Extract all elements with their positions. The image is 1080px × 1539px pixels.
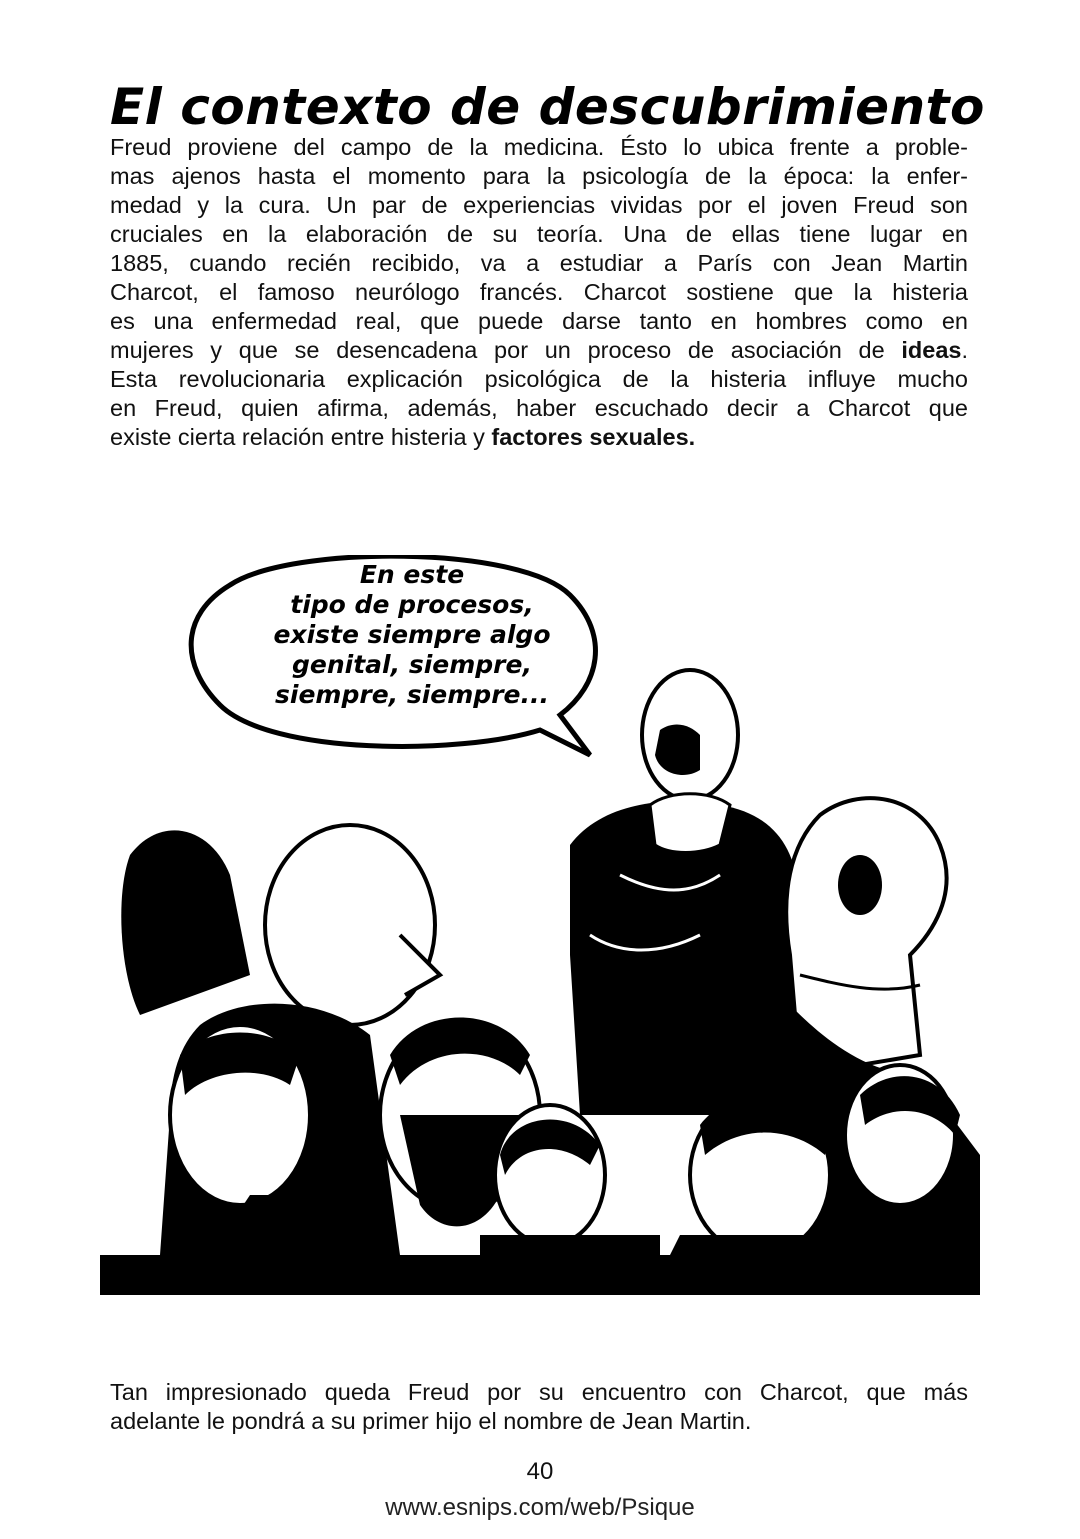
charcot-figure xyxy=(570,670,800,1115)
paragraph-line: mas ajenos hasta el momento para la psicología de la época: la enfer- xyxy=(110,163,968,189)
paragraph-line: Esta revolucionaria explicación psicológica de la histeria influye mucho xyxy=(110,366,968,392)
bubble-line: existe siempre algo xyxy=(273,620,551,649)
intro-paragraph xyxy=(110,133,968,452)
paragraph-line: Tan impresionado queda Freud por su encuentro con Charcot, que más xyxy=(110,1379,968,1405)
paragraph-line: es una enfermedad real, que puede darse tanto en hombres como en xyxy=(110,308,968,334)
closing-paragraph xyxy=(110,1378,968,1436)
paragraph-text: mujeres y que se desencadena por un proceso de asociación de xyxy=(110,337,885,363)
footer-url: www.esnips.com/web/Psique xyxy=(385,1494,695,1521)
bold-term-ideas: ideas xyxy=(901,337,962,363)
page-number: 40 xyxy=(526,1458,554,1485)
speech-bubble-text xyxy=(232,560,592,710)
paragraph-line: 1885, cuando recién recibido, va a estudiar a París con Jean Martin xyxy=(110,250,968,276)
bubble-line: tipo de procesos, xyxy=(290,590,534,619)
paragraph-line: en Freud, quien afirma, además, haber escuchado decir a Charcot que xyxy=(110,395,968,421)
paragraph-line: adelante le pondrá a su primer hijo el nombre de Jean Martin. xyxy=(110,1408,752,1434)
paragraph-line-with-bold xyxy=(110,423,968,452)
paragraph-line: Freud proviene del campo de la medicina. Ésto lo ubica frente a proble- xyxy=(110,134,968,160)
bubble-line: siempre, siempre... xyxy=(275,680,549,709)
paragraph-line: cruciales en la elaboración de su teoría. Una de ellas tiene lugar en xyxy=(110,221,968,247)
paragraph-text: existe cierta relación entre histeria y xyxy=(110,424,485,450)
paragraph-line: Charcot, el famoso neurólogo francés. Charcot sostiene que la histeria xyxy=(110,279,968,305)
page-title: El contexto de descubrimiento xyxy=(110,77,985,136)
bold-term-factores-sexuales: factores sexuales. xyxy=(491,424,696,450)
bubble-line: En este xyxy=(359,560,465,589)
bubble-line: genital, siempre, xyxy=(292,650,532,679)
paragraph-line-with-bold: mujeres y que se desencadena por un proceso de asociación de ideas. xyxy=(110,337,968,363)
paragraph-line: medad y la cura. Un par de experiencias vividas por el joven Freud son xyxy=(110,192,968,218)
